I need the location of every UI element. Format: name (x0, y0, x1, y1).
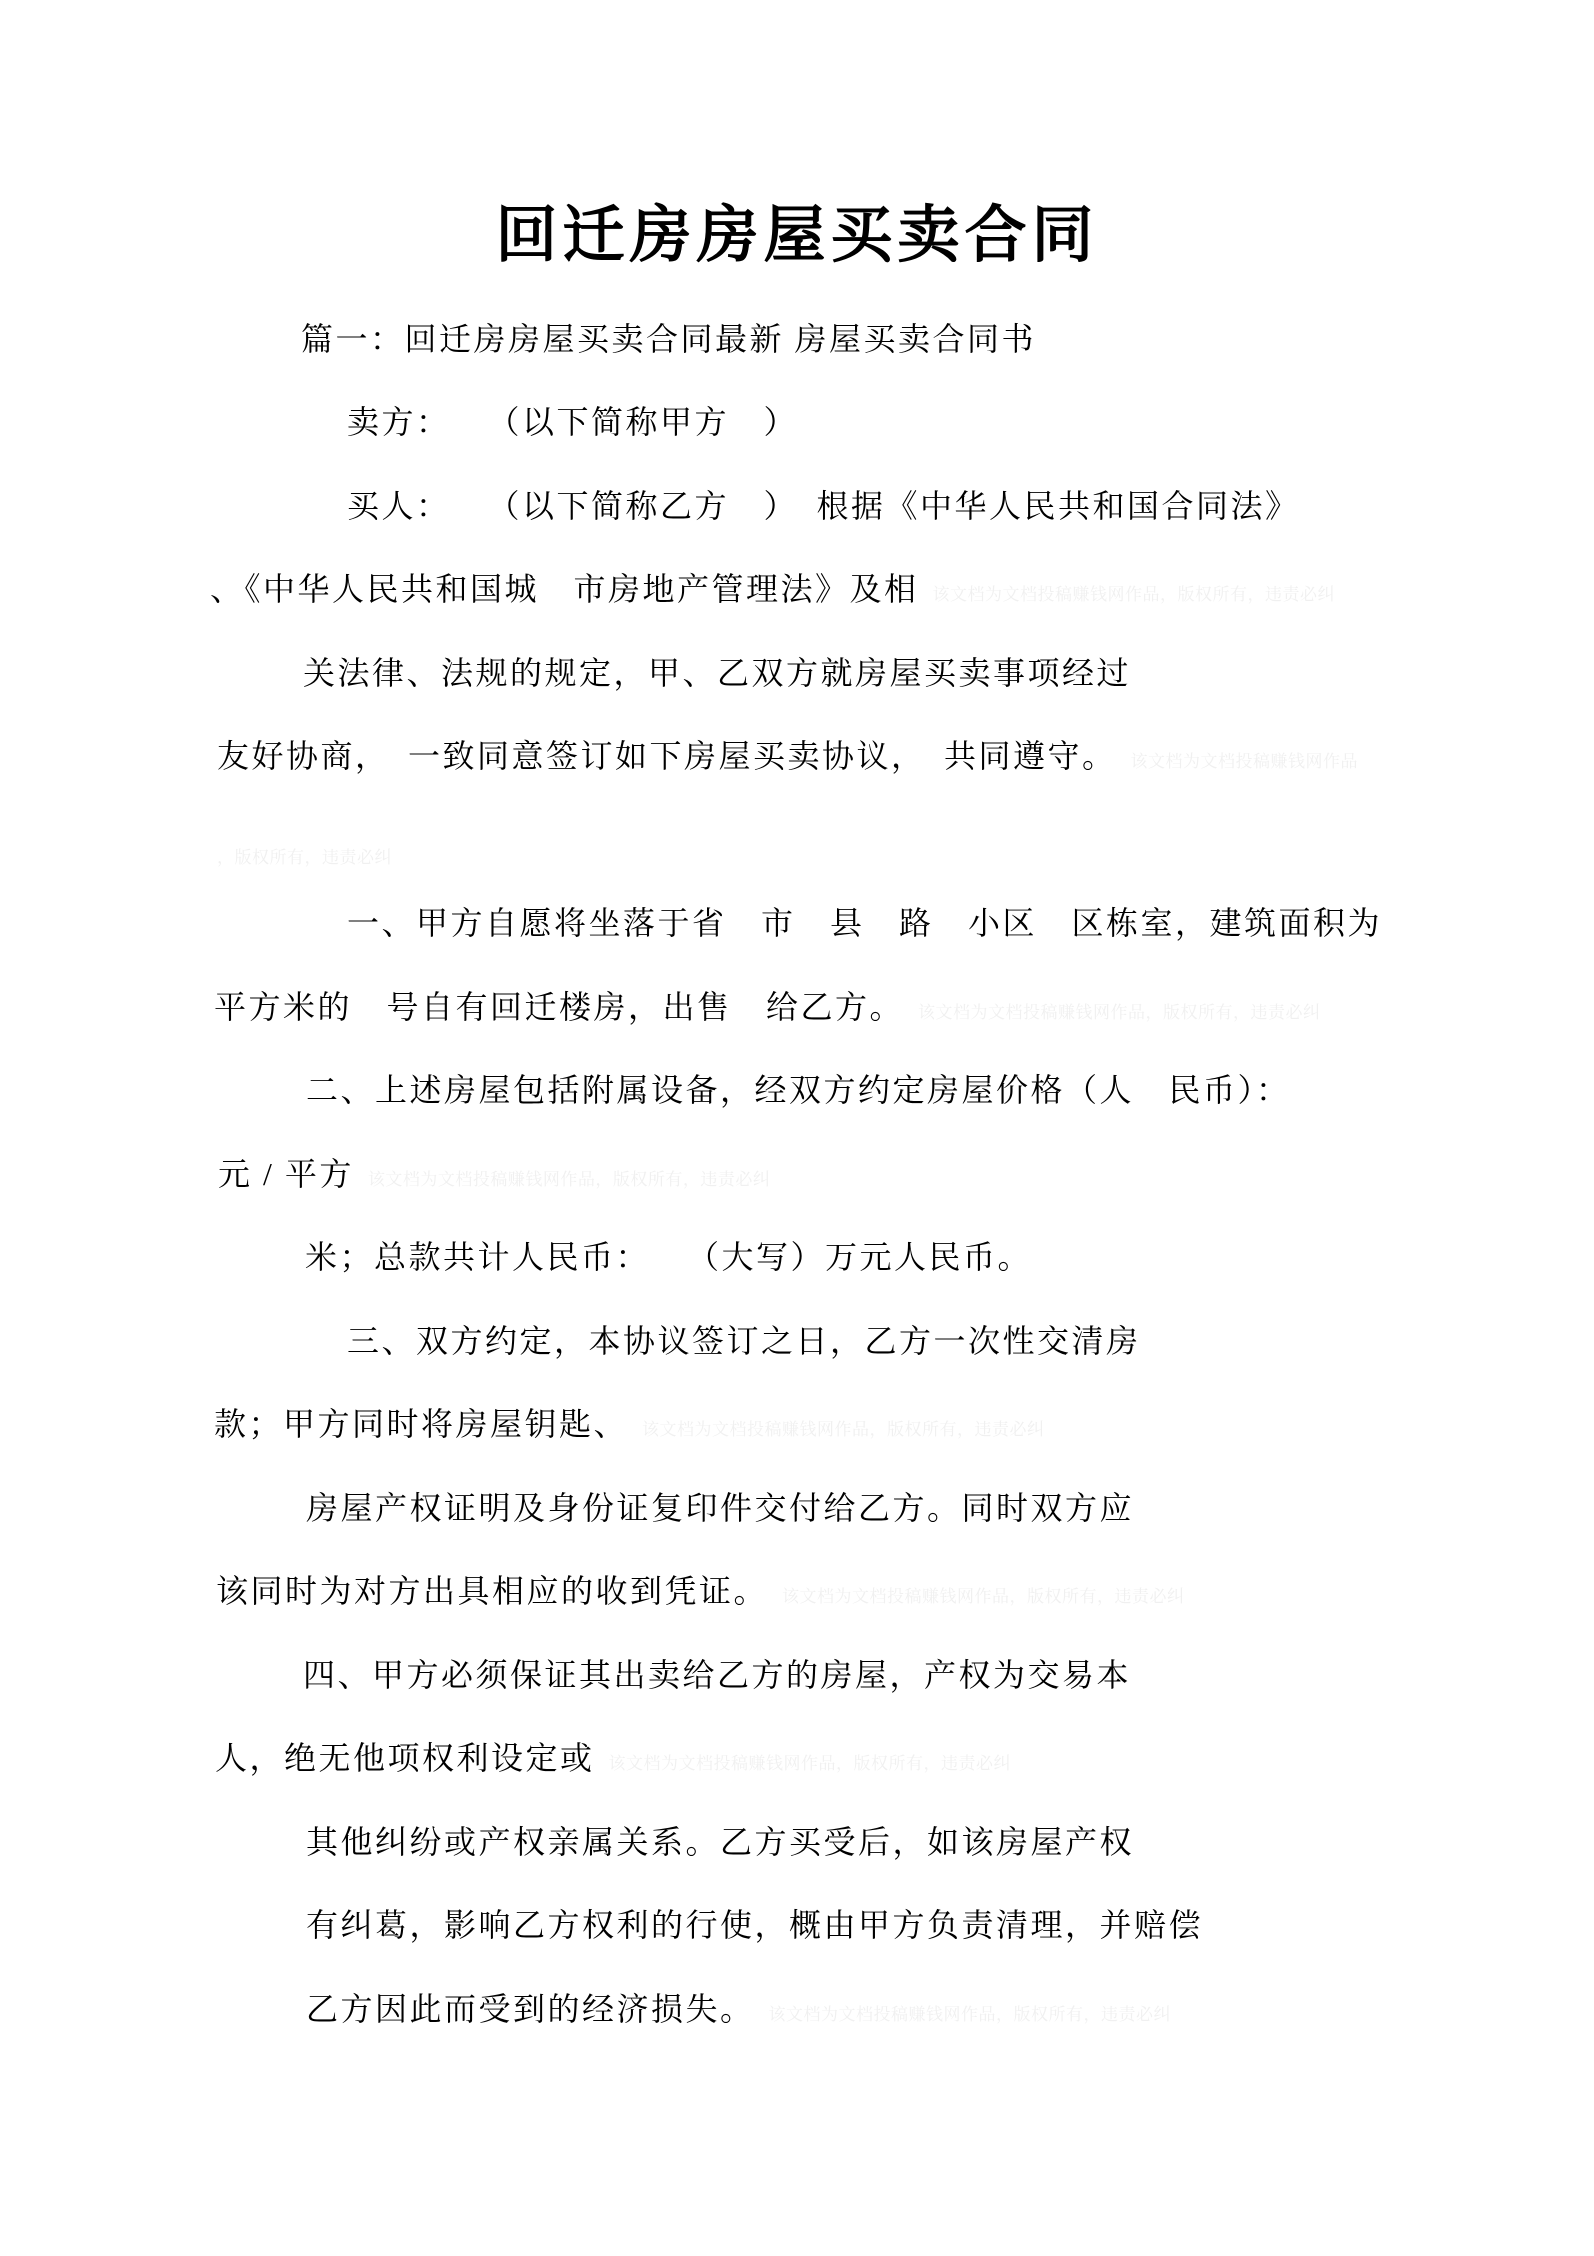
line-text: 四、甲方必须保证其出卖给乙方的房屋，产权为交易本 (303, 1657, 1132, 1693)
line-text: 二、上述房屋包括附属设备，经双方约定房屋价格（人 民币）： (306, 1072, 1291, 1108)
line-text: 其他纠纷或产权亲属关系。乙方买受后，如该房屋产权 (306, 1824, 1135, 1860)
line-text: 平方米的 号自有回迁楼房，出售 给乙方。 (214, 989, 905, 1025)
watermark-text: 该文档为文档投稿赚钱网作品，版权所有，违责必纠 (918, 1003, 1321, 1022)
contract-line (214, 989, 1321, 1031)
contract-line (215, 1740, 1011, 1782)
contract-line (303, 1657, 1131, 1693)
line-text: 友好协商， 一致同意签订如下房屋买卖协议， 共同遵守。 (217, 738, 1117, 774)
line-text: 、《中华人民共和国城 市房地产管理法》及相 (210, 571, 919, 607)
line-text: 元 / 平方 (218, 1156, 354, 1192)
contract-line (303, 655, 1131, 691)
watermark-line (217, 834, 392, 876)
line-text: 篇一：回迁房房屋买卖合同最新 房屋买卖合同书 (301, 321, 1037, 357)
contract-line (306, 1907, 1203, 1943)
line-text: 房屋产权证明及身份证复印件交付给乙方。同时双方应 (306, 1490, 1135, 1526)
contract-line (347, 404, 798, 440)
contract-line (216, 1573, 1185, 1615)
watermark-text: 该文档为文档投稿赚钱网作品，版权所有，违责必纠 (642, 1420, 1045, 1439)
watermark-text: ，版权所有，违责必纠 (217, 848, 392, 867)
watermark-text: 该文档为文档投稿赚钱网作品 (1130, 752, 1359, 771)
watermark-text: 该文档为文档投稿赚钱网作品，版权所有，违责必纠 (768, 2005, 1172, 2024)
contract-line (347, 1323, 1141, 1359)
watermark-text: 该文档为文档投稿赚钱网作品，版权所有，违责必纠 (782, 1587, 1185, 1606)
document-title: 回迁房房屋买卖合同 (495, 201, 1099, 270)
contract-line (305, 1239, 1032, 1275)
contract-line (347, 905, 1382, 941)
contract-line (218, 1156, 770, 1198)
line-text: 米；总款共计人民币： （大写）万元人民币。 (305, 1239, 1033, 1275)
line-text: 一、甲方自愿将坐落于省 市 县 路 小区 区栋室，建筑面积为 (347, 905, 1383, 941)
contract-line (306, 1991, 1171, 2033)
line-text: 乙方因此而受到的经济损失。 (306, 1991, 755, 2027)
contract-line (306, 1490, 1134, 1526)
line-text: 三、双方约定，本协议签订之日，乙方一次性交清房 (347, 1323, 1141, 1359)
contract-line (210, 571, 1335, 613)
line-text: 该同时为对方出具相应的收到凭证。 (216, 1573, 769, 1609)
contract-line (306, 1072, 1291, 1108)
line-text: 有纠葛，影响乙方权利的行使，概由甲方负责清理，并赔偿 (306, 1907, 1204, 1943)
contract-line (306, 1824, 1134, 1860)
watermark-text: 该文档为文档投稿赚钱网作品，版权所有，违责必纠 (367, 1170, 771, 1189)
line-text: 卖方： （以下简称甲方 ） (347, 404, 799, 440)
contract-line (347, 488, 1300, 524)
line-text: 款；甲方同时将房屋钥匙、 (214, 1406, 629, 1442)
line-text: 关法律、法规的规定，甲、乙双方就房屋买卖事项经过 (303, 655, 1132, 691)
contract-line (217, 738, 1358, 780)
contract-line (214, 1406, 1045, 1448)
line-text: 人，绝无他项权利设定或 (215, 1740, 595, 1776)
contract-line (301, 321, 1036, 357)
watermark-text: 该文档为文档投稿赚钱网作品，版权所有，违责必纠 (608, 1754, 1012, 1773)
line-text: 买人： （以下简称乙方 ） 根据《中华人民共和国合同法》 (347, 488, 1300, 524)
watermark-text: 该文档为文档投稿赚钱网作品，版权所有，违责必纠 (932, 585, 1336, 604)
